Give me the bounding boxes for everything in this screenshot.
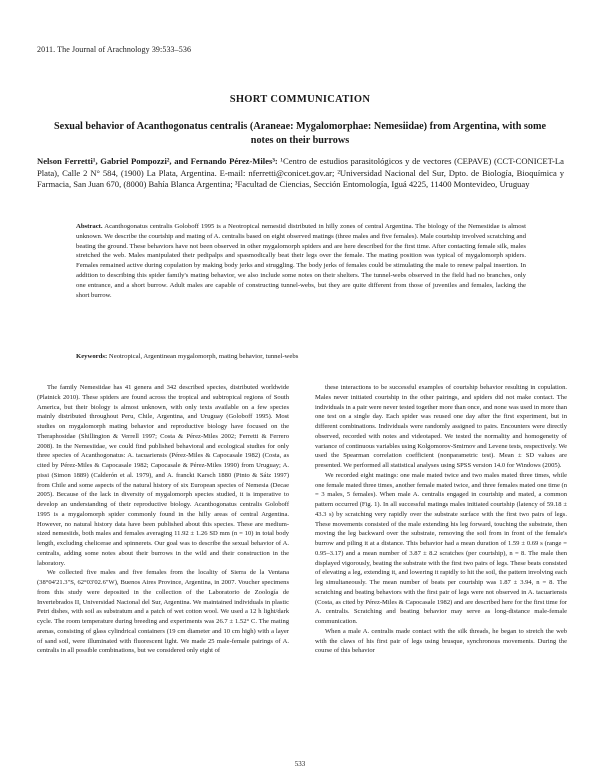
abstract-text: Acanthogonatus centralis Goloboff 1995 is a Neotropical nemesiid distributed in hilly zones of central Argentina. The biology of the Nemesiidae is almost unknown. We describe the courtship and mating of A. centralis based on eight observed matings (three males and five females). Male courtship involved scratching and beating the ground. These behaviors have not been observed in other mygalomorph spiders and are here described for the first time. After contacting female silk, males stretched the web. Males manipulated their pedipalps and spasmodically beat their legs over the female. The mating position was typical of mygalomorph spiders. Females remained active during copulation by making body jerks and struggling. The body jerks of females could be stimulating the male to renew palpal insertion. In addition to describing this spider family's mating behavior, we also include some notes on their shelters. The tunnel-webs observed in the field had no branches, only one entrance, and a short burrow. Adult males are capable of constructing tunnel-webs, but they are quite different from those of juveniles and females, lacking the short burrow. [76, 223, 526, 299]
keywords-label: Keywords: [76, 353, 108, 360]
author-block [37, 156, 564, 191]
abstract [76, 222, 526, 300]
paragraph: these interactions to be successful examples of courtship behavior resulting in copulation. Males never initiated courtship in the other pairings, and spiders did not make contact. The individuals in a pair were never tested together more than once, and none was used in more than one test on a single day. Each spider was reused one day after the first experiment, but in different combinations. Individuals were randomly assigned to pairs. Encounters were directly observed, recorded with notes and videotaped. We tested the normality and homogeneity of variance of continuous variables using Kolgomorov-Smirnov and Levene tests, respectively. We used the Spearman correlation coefficient (nonparametric test). Mean ± SD values are presented. We performed all statistical analyses using SPSS version 14.0 for Windows (2005). [315, 384, 568, 469]
paragraph: The family Nemesiidae has 41 genera and 342 described species, distributed worldwide (Platnick 2010). These spiders are found across the tropical and subtropical regions of South America, but their biology is almost unknown, with only texts available on a few species mainly distributed throughout Peru, Chile, Argentina, and Uruguay (Goloboff 1995). Most studies on mygalomorph mating behavior and reproductive biology have focused on the Theraphosidae (Shillington & Verrell 1997; Costa & Pérez-Miles 2002; Ferretti & Ferrero 2008). In the Nemesiidae, we could find published behavioral and ecological studies for only three species of Acanthogonatus: A. tacuariensis (Pérez-Miles & Capocasale 1982) (Costa, as cited by Pérez-Miles & Capocasale 1982; Capocasale & Pérez-Miles 1990) from Uruguay; A. pissi (Simon 1889) (Calderón et al. 1979), and A. francki Karsch 1880 (Pinto & Sáiz 1997) from Chile and some aspects of the natural history of six European species of Nemesia (Decae 2005). Because of the lack in diversity of mygalomorph species studied, it is imperative to develop an understanding of their reproductive biology. Acanthogonatus centralis Goloboff 1995 is a mygalomorph spider commonly found in the hilly areas of central Argentina. However, no natural history data have been published about this species. These are medium-sized nemesiids, both males and females averaging 11.92 ± 1.26 SD mm (n = 10) in total body length, excluding chelicerae and spinnerets. Our goal was to describe the sexual behavior of A. centralis, adding some notes about their burrows in the wild and their construction in the laboratory. [37, 384, 289, 567]
abstract-label: Abstract. [76, 223, 103, 230]
paragraph: We recorded eight matings: one male mated twice and two males mated three times, while one female mated three times, another female mated twice, and three females mated one time (n = 3 males, 5 females). When male A. centralis engaged in courtship and mated, a common pattern occurred (Fig. 1). In all successful matings males initiated courtship (latency of 59.18 ± 43.3 s) by scratching very rapidly over the substrate surface with the first two pairs of legs. These movements consisted of the male extending his leg forward, touching the substrate, then moving the leg backward over the substrate, removing the soil from in front of the female's burrow and piling it at a distance. This behavior had a mean duration of 1.59 ± 0.69 s (range = 0.95–3.17) and a mean number of 3.87 ± 8.2 scratches (per courtship), n = 8. The male then displayed vigorously, beating the substrate with the first two pairs of legs. These beats consisted of elevating a leg, extending it, and lowering it rapidly to hit the soil, the pattern involving each leg simultaneously. The mean number of beats per courtship was 1.87 ± 3.94, n = 8. The scratching and beating behaviors with the first pair of legs were not observed in A. tacuariensis (Costa, as cited by Pérez-Miles & Capocasale 1982) and are described here for the first time for A. centralis. Scratching and beating behavior may serve as long-distance male-female communication. [315, 471, 567, 625]
paragraph: We collected five males and five females from the locality of Sierra de la Ventana (38°04'21.3"S, 62°03'02.6"W), Buenos Aires Province, Argentina, in 2007. Voucher specimens from this study were deposited in the collection of the Laboratorio de Zoología de Invertebrados II, Universidad Nacional del Sur, Argentina. We maintained individuals in plastic Petri dishes, with soil as substratum and a patch of wet cotton wool. We used a 12 h light/dark cycle. The room temperature during breeding and experiments was 26.7 ± 1.52° C. The mating arenas, consisting of glass cylindrical containers (19 cm diameter and 10 cm high) with a layer of sand soil, were illuminated with fluorescent light. We made 25 male-female pairings of A. centralis in all possible combinations, but we considered only eight of [37, 569, 289, 655]
section-title: SHORT COMMUNICATION [229, 94, 371, 105]
body-column-right [315, 383, 567, 656]
page-number: 533 [294, 760, 306, 768]
keywords [76, 352, 526, 362]
keywords-text: Neotropical, Argentinean mygalomorph, mating behavior, tunnel-webs [108, 353, 299, 360]
body-column-left [37, 383, 289, 656]
journal-citation: 2011. The Journal of Arachnology 39:533–536 [37, 45, 192, 54]
article-title: Sexual behavior of Acanthogonatus centralis (Araneae: Mygalomorphae: Nemesiidae) from Argentina, with some notes on their burrows [54, 121, 546, 146]
author-affiliations: ¹Centro de estudios parasitológicos y de vectores (CEPAVE) (CCT-CONICET-La Plata), Calle 2 N° 584, (1900) La Plata, Argentina. E-mail: nferretti@conicet.gov.ar; ²Universidad Nacional del Sur, Dpto. de Biología, Bioquímica y Farmacia, San Juan 670, (8000) Bahía Blanca Argentina; ³Facultad de Ciencias, Sección Entomología, Iguá 4225, 11400 Montevideo, Uruguay [37, 156, 564, 190]
paragraph: When a male A. centralis made contact with the silk threads, he began to stretch the web with the claws of his first pair of legs using brusque, synchronous movements. During the course of this behavior [315, 627, 567, 655]
author-names: Nelson Ferretti¹, Gabriel Pompozzi², and Fernando Pérez-Miles³: [37, 156, 278, 166]
